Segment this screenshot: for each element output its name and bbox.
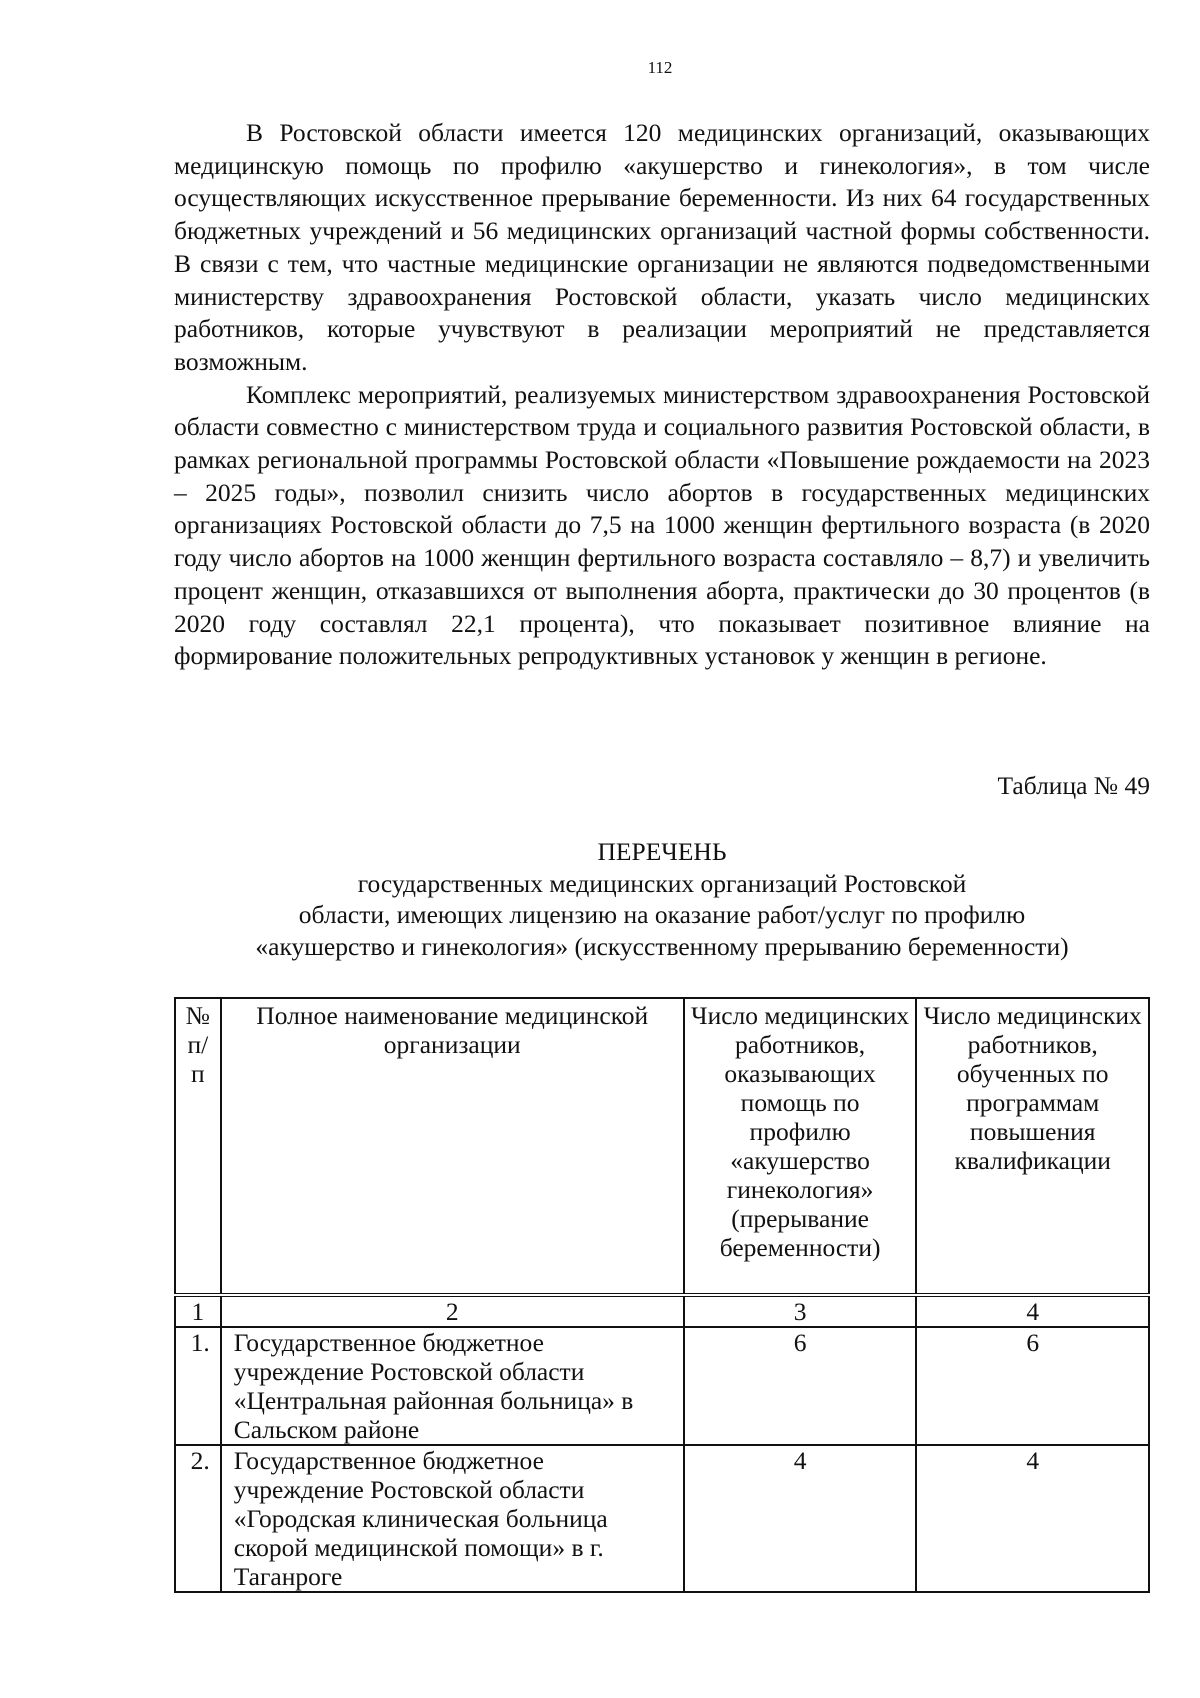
column-number: 1: [175, 1295, 221, 1327]
header-organization-name: Полное наименование медицинской организации: [221, 998, 684, 1295]
organization-name: Государственное бюджетное учреждение Ростовской области «Городская клиническая больница скорой медицинской помощи» в г. Таганроге: [221, 1445, 684, 1592]
column-number: 4: [916, 1295, 1149, 1327]
paragraph-organizations: В Ростовской области имеется 120 медицинских организаций, оказывающих медицинскую помощь по профилю «акушерство и гинекология», в том числе осуществляющих искусственное прерывание беременности. Из них 64 государственных бюджетных учреждений и 56 медицинских организаций частной формы собственности. В связи с тем, что частные медицинские организации не являются подведомственными министерству здравоохранения Ростовской области, указать число медицинских работников, которые учувствуют в реализации мероприятий не представляется возможным.: [174, 118, 1150, 376]
organization-name: Государственное бюджетное учреждение Ростовской области «Центральная районная больница» в Сальском районе: [221, 1327, 684, 1445]
paragraph-program-results: Комплекс мероприятий, реализуемых министерством здравоохранения Ростовской области совместно с министерством труда и социального развития Ростовской области, в рамках региональной программы Ростовской области «Повышение рождаемости на 2023 – 2025 годы», позволил снизить число абортов в государственных медицинских организациях Ростовской области до 7,5 на 1000 женщин фертильного возраста (в 2020 году число абортов на 1000 женщин фертильного возраста составляло – 8,7) и увеличить процент женщин, отказавшихся от выполнения аборта, практически до 30 процентов (в 2020 году составлял 22,1 процента), что показывает позитивное влияние на формирование положительных репродуктивных установок у женщин в регионе.: [174, 379, 1150, 671]
column-number: 2: [221, 1295, 684, 1327]
organizations-table: [174, 997, 1150, 1593]
header-trained-count: Число медицинских работников, обученных по программам повышения квалификации: [916, 998, 1149, 1295]
trained-count: 4: [916, 1445, 1149, 1592]
page-number: 112: [647, 58, 673, 77]
header-index: № п/п: [175, 998, 221, 1295]
title-line-2: области, имеющих лицензию на оказание работ/услуг по профилю: [298, 900, 1026, 929]
list-title: [174, 836, 1150, 962]
body-text: [174, 117, 1150, 673]
table-label: Таблица № 49: [997, 771, 1150, 800]
workers-count: 6: [684, 1327, 917, 1445]
row-index: 1.: [175, 1327, 221, 1445]
title-line-3: «акушерство и гинекология» (искусственному прерыванию беременности): [255, 931, 1069, 961]
header-workers-count: Число медицинских работников, оказывающих помощь по профилю «акушерство гинекология» (прерывание беременности): [684, 998, 917, 1295]
workers-count: 4: [684, 1445, 917, 1592]
trained-count: 6: [916, 1327, 1149, 1445]
table-header-row: [175, 998, 1149, 1295]
title-line-1: государственных медицинских организаций Ростовской: [357, 868, 967, 898]
table-row: [175, 1327, 1149, 1445]
column-numbers-row: [175, 1295, 1149, 1327]
title-main: ПЕРЕЧЕНЬ: [597, 837, 727, 866]
column-number: 3: [684, 1295, 917, 1327]
row-index: 2.: [175, 1445, 221, 1592]
table-row: [175, 1445, 1149, 1592]
